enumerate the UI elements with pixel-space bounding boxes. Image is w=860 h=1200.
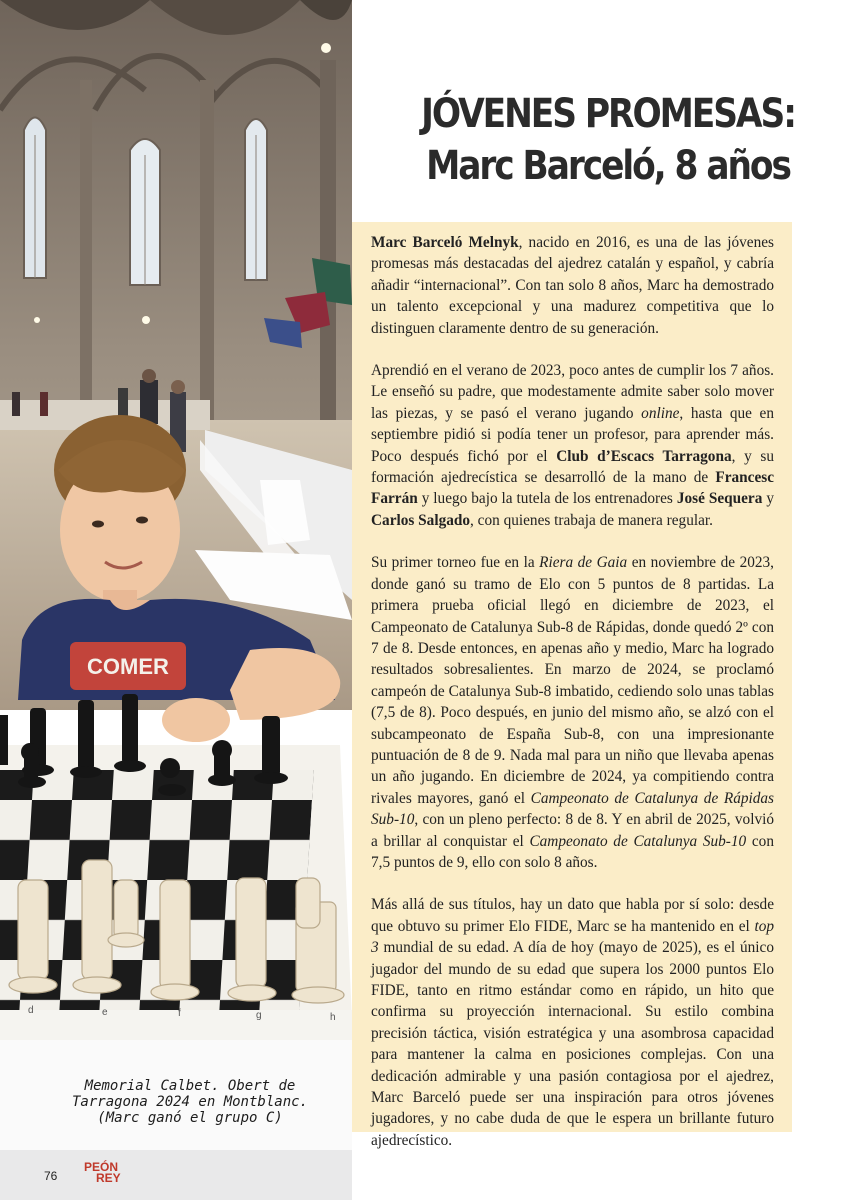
logo-word-2: REY bbox=[96, 1171, 121, 1185]
article-photo bbox=[0, 0, 352, 1200]
title-line-2: Marc Barceló, 8 años bbox=[426, 143, 790, 189]
tournament-name: Riera de Gaia bbox=[539, 554, 628, 572]
chess-player-photo bbox=[0, 0, 352, 1200]
file-label-h: h bbox=[330, 1012, 336, 1023]
file-label-e: e bbox=[102, 1007, 108, 1018]
paragraph-4: Más allá de sus títulos, hay un dato que habla por sí solo: desde que obtuvo su primer Elo FIDE, Marc se ha mantenido en el top 3 mundial de su edad. A día de hoy (mayo de 2025), es el único jugador del mundo de su edad que supera los 2000 puntos Elo FIDE, tanto en ritmo estándar como en rápido, un hito que confirma su proyección internacional. Su estilo combina precisión táctica, visión estratégica y una asombrosa capacidad para mantener la calma en posiciones complejas. Con una dedicación admirable y una pasión contagiosa por el ajedrez, Marc Barceló puede ser una inspiración para otros jóvenes jugadores, y no cabe duda de que le espera un brillante futuro ajedrecístico. bbox=[371, 896, 774, 1149]
top3-term: top 3 bbox=[371, 917, 774, 957]
coach-name: Carlos Salgado bbox=[371, 511, 471, 529]
paragraph-3: Su primer torneo fue en la Riera de Gaia en noviembre de 2023, donde ganó su tramo de Elo con 5 puntos de 8 partidas. La primera prueba oficial llegó en diciembre de 2023, el Campeonato de Catalunya Sub-8 de Rápidas, donde quedó 2º con 7 de 8. Desde entonces, en apenas año y medio, Marc ha logrado resultados sobresalientes. En marzo de 2024, se proclamó campeón de Catalunya Sub-8 imbatido, cediendo solo unas tablas (7,5 de 8). Poco después, en junio del mismo año, se alzó con el subcampeonato de España Sub-8, con una impresionante puntuación de 8 de 9. Nada mal para un niño que llevaba apenas un año jugando. En diciembre de 2024, ya compitiendo contra rivales mayores, ganó el Campeonato de Catalunya de Rápidas Sub-10, con un pleno perfecto: 8 de 8. Y en abril de 2025, volvió a brillar al conquistar el Campeonato de Catalunya Sub-10 con 7,5 puntos de 9, ello con solo 8 años. bbox=[371, 554, 774, 871]
article-title bbox=[405, 88, 811, 192]
file-label-d: d bbox=[28, 1005, 34, 1016]
file-label-g: g bbox=[256, 1010, 262, 1021]
caption-line-3: (Marc ganó el grupo C) bbox=[97, 1110, 283, 1126]
tournament-name: Campeonato de Catalunya Sub-10 bbox=[529, 832, 747, 850]
article-body bbox=[352, 222, 792, 1149]
logo-word-1: PEÓN bbox=[84, 1160, 119, 1174]
photo-caption bbox=[60, 1078, 320, 1126]
coach-name: Francesc Farrán bbox=[371, 469, 774, 508]
coach-name: José Sequera bbox=[676, 490, 763, 508]
page-number: 76 bbox=[44, 1169, 58, 1183]
online-term: online bbox=[641, 404, 680, 422]
shirt-logo-text: COMER bbox=[87, 654, 169, 679]
caption-line-2: Tarragona 2024 en Montblanc. bbox=[71, 1094, 308, 1110]
title-line-1: JÓVENES PROMESAS: bbox=[421, 91, 795, 137]
paragraph-2: Aprendió en el verano de 2023, poco antes de cumplir los 7 años. Le enseñó su padre, que modestamente admite saber solo mover las piezas, y se pasó el verano jugando online, hasta que en septiembre pidió si podía tener un profesor, para aprender más. Poco después fichó por el Club d’Escacs Tarragona, y su formación ajedrecística se desarrolló de la mano de Francesc Farrán y luego bajo la tutela de los entrenadores José Sequera y Carlos Salgado, con quienes trabaja de manera regular. bbox=[371, 362, 774, 529]
club-name: Club d’Escacs Tarragona bbox=[556, 447, 732, 465]
tournament-name: Campeonato de Catalunya de Rápidas Sub-10 bbox=[371, 789, 774, 829]
paragraph-1: Marc Barceló Melnyk, nacido en 2016, es una de las jóvenes promesas más destacadas del ajedrez catalán y español, y cabría añadir “internacional”. Con tan solo 8 años, Marc ha demostrado un talento excepcional y una madurez competitiva que lo distinguen claramente dentro de su generación. bbox=[371, 234, 774, 337]
caption-line-1: Memorial Calbet. Obert de bbox=[84, 1078, 296, 1094]
file-label-f: f bbox=[178, 1008, 181, 1019]
player-name: Marc Barceló Melnyk bbox=[371, 234, 519, 251]
magazine-logo bbox=[82, 1160, 128, 1192]
